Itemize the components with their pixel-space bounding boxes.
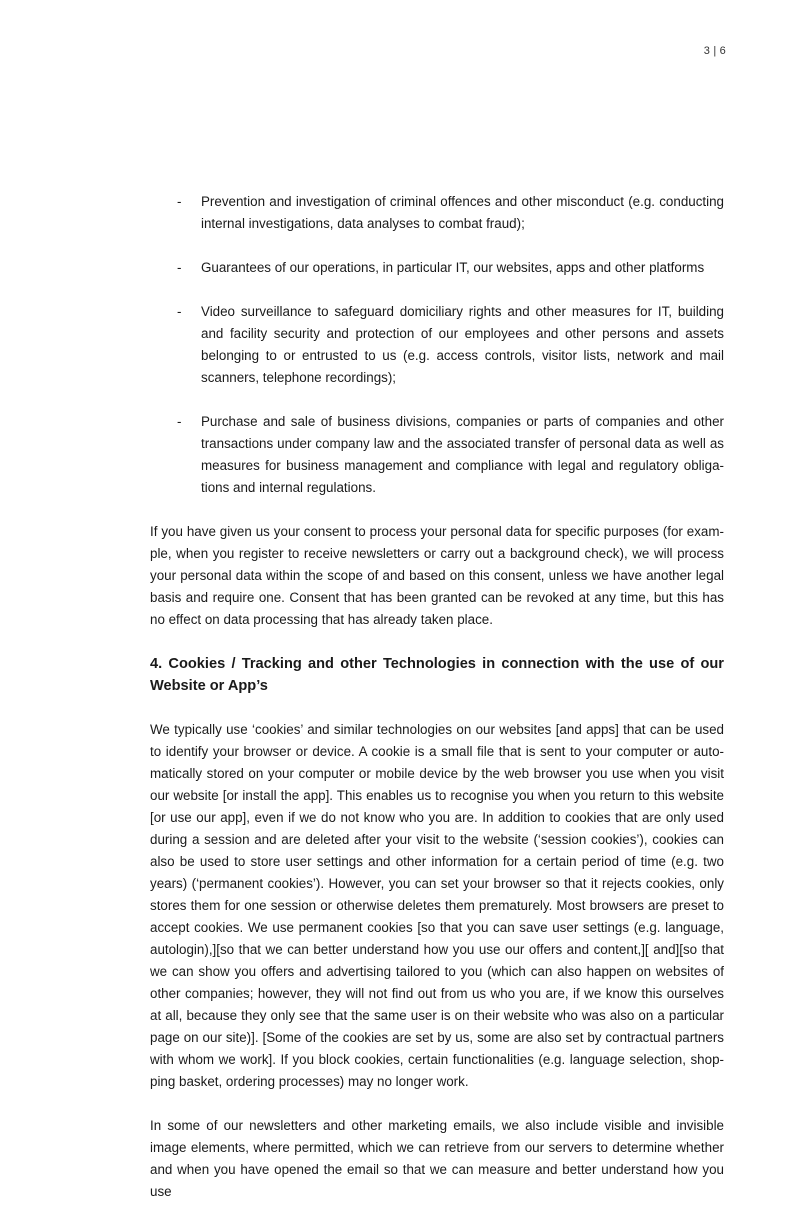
- list-item: [150, 411, 724, 499]
- bullet-dash: -: [177, 304, 182, 319]
- bullet-dash: -: [177, 260, 182, 275]
- section-heading: 4. Cookies / Tracking and other Technologies in connection with the use of our Website or App’s: [150, 656, 724, 694]
- list-item-text: Video surveillance to safeguard domiciliary rights and other measures for IT, building and facility security and protection of our employees and other persons and assets belonging to or entrusted to us (e.g. access controls, visitor lists, network and mail scanners, telephone recordings);: [201, 304, 724, 385]
- cookies-paragraph: We typically use ‘cookies’ and similar technologies on our websites [and apps] that can be used to identify your browser or device. A cookie is a small file that is sent to your computer or automatically stored on your computer or mobile device by the web browser you use when you visit our website [or install the app]. This enables us to recognise you when you return to this website [or use our app], even if we do not know who you are. In addition to cookies that are only used during a session and are deleted after your visit to the website (‘session cookies’), cookies can also be used to store user settings and other information for a certain period of time (e.g. two years) (‘permanent cookies’). However, you can set your browser so that it rejects cookies, only stores them for one session or otherwise deletes them prematurely. Most browsers are preset to accept cookies. We use permanent cookies [so that you can save user settings (e.g. language, autologin),][so that we can better understand how you use our offers and content,][ and][so that we can show you offers and advertising tailored to you (which can also happen on websites of other companies; however, they will not find out from us who you are, if we know this ourselves at all, because they only see that the same user is on their website who was also on a particular page on our site)]. [Some of the cookies are set by us, some are also set by contractual partners with whom we work]. If you block cookies, certain functionalities (e.g. language selection, shopping basket, ordering processes) may no longer work.: [150, 722, 724, 1089]
- newsletter-tracking-paragraph: In some of our newsletters and other marketing emails, we also include visible and invisible image elements, where permitted, which we can retrieve from our servers to determine whether and when you have opened the email so that we can measure and better understand how you use: [150, 1118, 724, 1199]
- list-item-text: Prevention and investigation of criminal offences and other misconduct (e.g. conducting internal investigations, data analyses to combat fraud);: [201, 194, 724, 231]
- document-body: [150, 191, 724, 1225]
- list-item: [150, 301, 724, 389]
- purpose-list: [150, 191, 724, 499]
- list-item-text: Guarantees of our operations, in particular IT, our websites, apps and other platforms: [201, 260, 705, 275]
- list-item: [150, 257, 724, 279]
- list-item-text: Purchase and sale of business divisions, companies or parts of companies and other transactions under company law and the associated transfer of personal data as well as measures for business management and compliance with legal and regulatory obligations and internal regulations.: [201, 414, 724, 495]
- bullet-dash: -: [177, 194, 182, 209]
- list-item: [150, 191, 724, 235]
- consent-paragraph: If you have given us your consent to process your personal data for specific purposes (for example, when you register to receive newsletters or carry out a background check), we will process your personal data within the scope of and based on this consent, unless we have another legal basis and require one. Consent that has been granted can be revoked at any time, but this has no effect on data processing that has already taken place.: [150, 524, 724, 627]
- bullet-dash: -: [177, 414, 182, 429]
- page-number: 3 | 6: [703, 45, 726, 57]
